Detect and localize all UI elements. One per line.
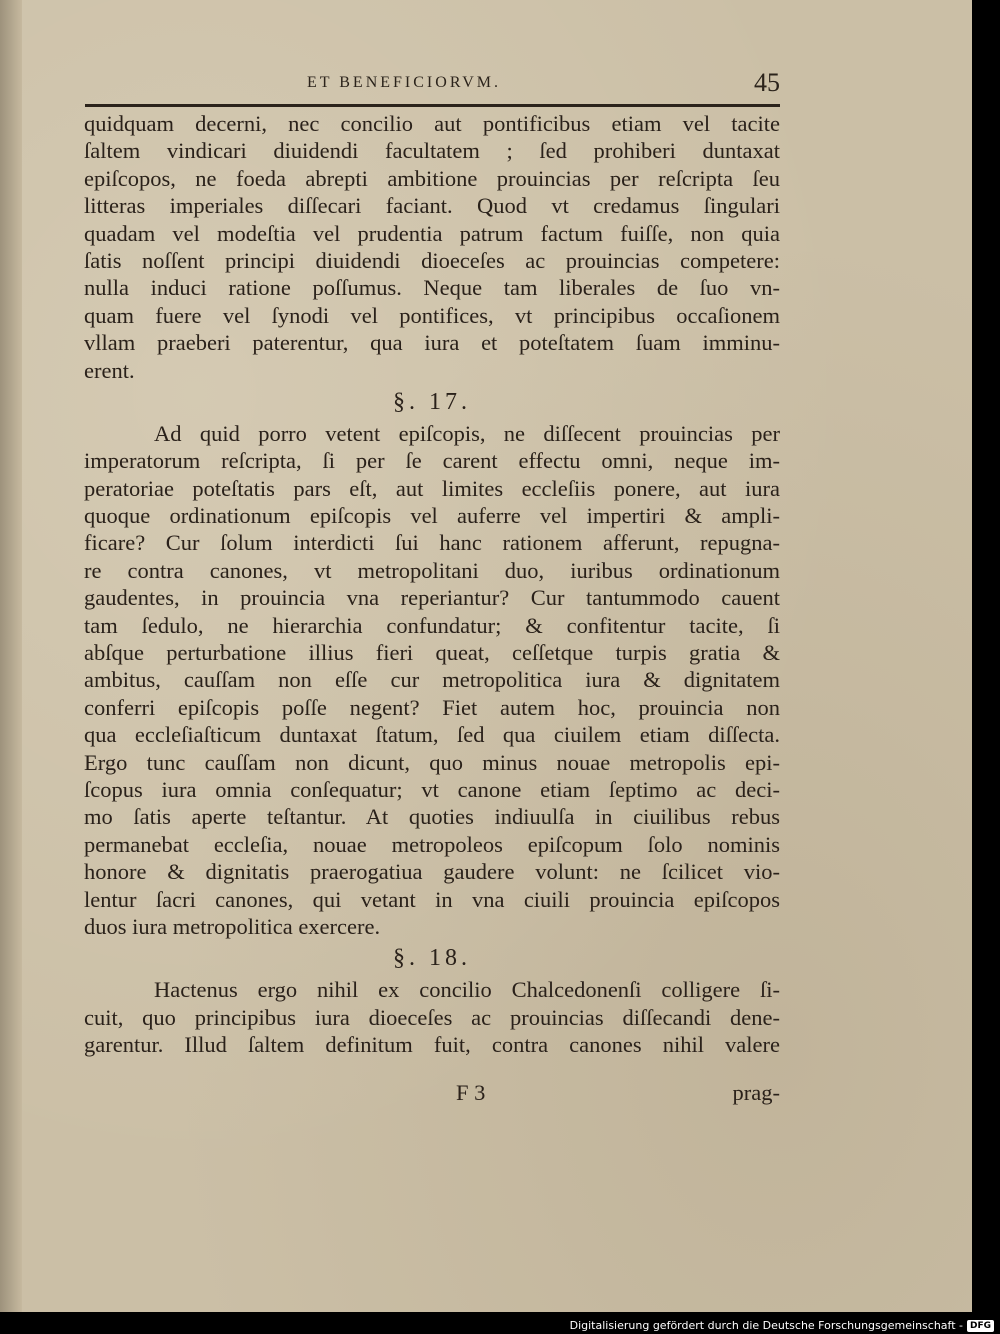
text-line: conferri epiſcopis poſſe negent? Fiet autem hoc, prouincia non bbox=[84, 694, 780, 720]
text-line: Ergo tunc cauſſam non dicunt, quo minus nouae metropolis epi- bbox=[84, 749, 780, 775]
text-line: permanebat eccleſia, nouae metropoleos epiſcopum ſolo nominis bbox=[84, 831, 780, 857]
digitization-credit bbox=[570, 1319, 994, 1332]
text-line: qua eccleſiaſticum duntaxat ſtatum, ſed qua ciuilem etiam diſſecta. bbox=[84, 722, 780, 748]
text-line: Hactenus ergo nihil ex concilio Chalcedonenſi colligere ſi- bbox=[154, 977, 780, 1003]
text-line: ambitus, cauſſam non eſſe cur metropolitica iura & dignitatem bbox=[84, 667, 780, 693]
text-line: epiſcopos, ne foeda abrepti ambitione prouincias per reſcripta ſeu bbox=[84, 165, 780, 191]
text-line: ſcopus iura omnia conſequatur; vt canone etiam ſeptimo ac deci- bbox=[84, 776, 780, 802]
header-rule bbox=[85, 104, 780, 107]
text-line: quadam vel modeſtia vel prudentia patrum factum fuiſſe, non quia bbox=[84, 220, 780, 246]
text-line: erent. bbox=[84, 357, 135, 383]
text-line: re contra canones, vt metropolitani duo, iuribus ordinationum bbox=[84, 557, 780, 583]
section-heading-18: §. 18. bbox=[393, 945, 471, 972]
text-line: lentur ſacri canones, qui vetant in vna ciuili prouincia epiſcopos bbox=[84, 886, 780, 912]
page-header bbox=[85, 68, 780, 104]
body-text bbox=[84, 110, 780, 1059]
page-edge-shadow bbox=[0, 0, 22, 1312]
text-line: litteras imperiales diſſecari faciant. Quod vt credamus ſingulari bbox=[84, 193, 780, 219]
text-line: nulla induci ratione poſſumus. Neque tam liberales de ſuo vn- bbox=[84, 275, 780, 301]
text-line: ſatis noſſent principi diuidendi dioeceſes ac prouincias competere: bbox=[84, 247, 780, 273]
text-line: duos iura metropolitica exercere. bbox=[84, 913, 381, 939]
signature-mark: F 3 bbox=[456, 1080, 486, 1105]
text-line: garentur. Illud ſaltem definitum fuit, contra canones nihil valere bbox=[84, 1032, 780, 1058]
catchword: prag- bbox=[732, 1080, 780, 1105]
text-line: honore & dignitatis praerogatiua gaudere volunt: ne ſcilicet vio- bbox=[84, 859, 780, 885]
text-line: tam ſedulo, ne hierarchia confundatur; & confitentur tacite, ſi bbox=[84, 612, 780, 638]
text-line: quoque ordinationum epiſcopis vel auferre vel impertiri & ampli- bbox=[84, 503, 780, 529]
credit-text: Digitalisierung gefördert durch die Deutsche Forschungsgemeinschaft - bbox=[569, 1319, 963, 1332]
text-line: vllam praeberi paterentur, qua iura et poteſtatem ſuam imminu- bbox=[84, 330, 780, 356]
text-line: peratoriae poteſtatis pars eſt, aut limites eccleſiis ponere, aut iura bbox=[84, 475, 780, 501]
text-line: quidquam decerni, nec concilio aut pontificibus etiam vel tacite bbox=[84, 111, 780, 136]
dfg-logo-icon: DFG bbox=[967, 1320, 994, 1332]
page-footer bbox=[84, 1080, 780, 1110]
section-heading-17: §. 17. bbox=[393, 388, 471, 415]
text-line: quam fuere vel ſynodi vel pontifices, vt principibus occaſionem bbox=[84, 302, 780, 328]
text-line: ficare? Cur ſolum interdicti ſui hanc rationem afferunt, repugna- bbox=[84, 530, 780, 556]
text-line: ſaltem vindicari diuidendi facultatem ; ſed prohiberi duntaxat bbox=[84, 138, 780, 164]
text-line: imperatorum reſcripta, ſi per ſe carent effectu omni, neque im- bbox=[84, 448, 780, 474]
text-line: Ad quid porro vetent epiſcopis, ne diſſecent prouincias per bbox=[154, 420, 780, 446]
running-title: ET BENEFICIORVM. bbox=[307, 74, 501, 91]
text-line: cuit, quo principibus iura dioeceſes ac prouincias diſſecandi dene- bbox=[84, 1004, 780, 1030]
page-number: 45 bbox=[754, 68, 780, 97]
text-line: gaudentes, in prouincia vna reperiantur? Cur tantummodo cauent bbox=[84, 585, 780, 611]
text-line: mo ſatis aperte teſtantur. At quoties indiuulſa in ciuilibus rebus bbox=[84, 804, 780, 830]
text-line: abſque perturbatione illius fieri queat, ceſſetque turpis gratia & bbox=[84, 640, 780, 666]
